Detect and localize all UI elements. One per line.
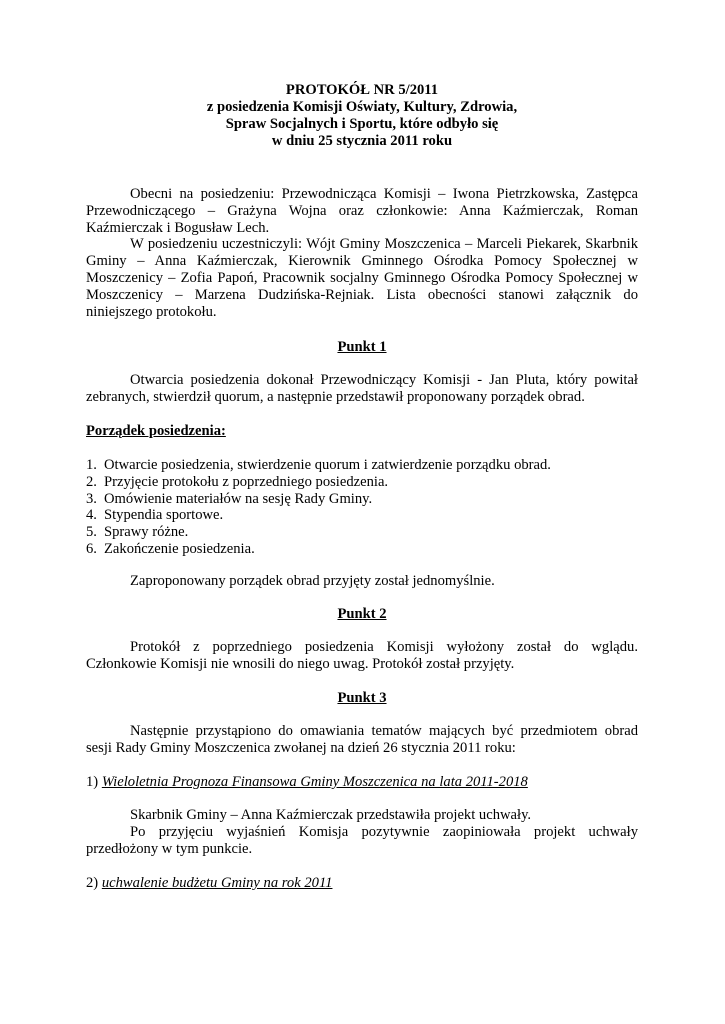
topic-2-title: uchwalenie budżetu Gminy na rok 2011 xyxy=(101,875,333,891)
punkt-2-text: Protokół z poprzedniego posiedzenia Komisji wyłożony został do wglądu. Członkowie Komisji nie wnosili do niego uwag. Protokół został przyjęty. xyxy=(86,639,638,672)
topic-1-title: Wieloletnia Prognoza Finansowa Gminy Moszczenica na lata 2011-2018 xyxy=(101,774,528,790)
topic-1-opinion-text: Po przyjęciu wyjaśnień Komisja pozytywnie zaopiniowała projekt uchwały przedłożony w tym punkcie. xyxy=(86,823,638,857)
punkt-3-text: Następnie przystąpiono do omawiania tematów mających być przedmiotem obrad sesji Rady Gminy Moszczenica zwołanej na dzień 26 stycznia 2011 roku: xyxy=(86,723,638,756)
punkt-1-text: Otwarcia posiedzenia dokonał Przewodniczący Komisji - Jan Pluta, który powitał zebranych, stwierdził quorum, a następnie przedstawił proponowany porządek obrad. xyxy=(86,372,638,405)
list-item: 6. Zakończenie posiedzenia. xyxy=(86,540,255,557)
punkt-3-heading: Punkt 3 xyxy=(337,690,387,706)
document-title xyxy=(86,82,638,150)
agenda-heading: Porządek posiedzenia: xyxy=(86,423,226,439)
punkt-2-section xyxy=(86,639,638,673)
title-line-3: Spraw Socjalnych i Sportu, które odbyło się xyxy=(225,116,499,132)
topic-1-number: 1) xyxy=(86,774,99,790)
agenda-accepted-section xyxy=(86,573,638,590)
agenda-list xyxy=(86,457,638,558)
agenda-accepted-text: Zaproponowany porządek obrad przyjęty został jednomyślnie. xyxy=(130,573,495,589)
list-item: 4. Stypendia sportowe. xyxy=(86,507,224,524)
attendance-paragraph: Obecni na posiedzeniu: Przewodnicząca Komisji – Iwona Pietrzkowska, Zastępca Przewodniczącego – Grażyna Wojna oraz członkowie: Anna Kaźmierczak, Roman Kaźmierczak i Bogusław Lech. xyxy=(86,186,638,236)
intro-section xyxy=(86,186,638,320)
session-topic-2 xyxy=(86,875,638,892)
punkt-2-heading: Punkt 2 xyxy=(337,606,387,622)
title-line-4: w dniu 25 stycznia 2011 roku xyxy=(271,133,453,149)
topic-1-section xyxy=(86,807,638,857)
topic-2-number: 2) xyxy=(86,875,99,891)
list-item: 3. Omówienie materiałów na sesję Rady Gminy. xyxy=(86,490,373,507)
title-line-2: z posiedzenia Komisji Oświaty, Kultury, Zdrowia, xyxy=(206,99,518,115)
session-topic-1 xyxy=(86,774,638,791)
list-item: 2. Przyjęcie protokołu z poprzedniego posiedzenia. xyxy=(86,473,389,490)
list-item: 5. Sprawy różne. xyxy=(86,524,189,541)
topic-1-presentation-text: Skarbnik Gminy – Anna Kaźmierczak przedstawiła projekt uchwały. xyxy=(130,807,532,823)
punkt-1-section xyxy=(86,372,638,406)
punkt-3-section xyxy=(86,723,638,757)
punkt-1-heading: Punkt 1 xyxy=(337,339,387,355)
title-line-1: PROTOKÓŁ NR 5/2011 xyxy=(285,82,439,98)
participants-paragraph: W posiedzeniu uczestniczyli: Wójt Gminy Moszczenica – Marceli Piekarek, Skarbnik Gminy – Anna Kaźmierczak, Kierownik Gminnego Ośrodka Pomocy Społecznej w Moszczenicy – Zofia Papoń, Pracownik socjalny Gminnego Ośrodka Pomocy Społecznej w Moszczenicy – Marzena Dudzińska-Rejniak. Lista obecności stanowi załącznik do niniejszego protokołu. xyxy=(86,236,638,320)
list-item: 1. Otwarcie posiedzenia, stwierdzenie quorum i zatwierdzenie porządku obrad. xyxy=(86,457,551,473)
